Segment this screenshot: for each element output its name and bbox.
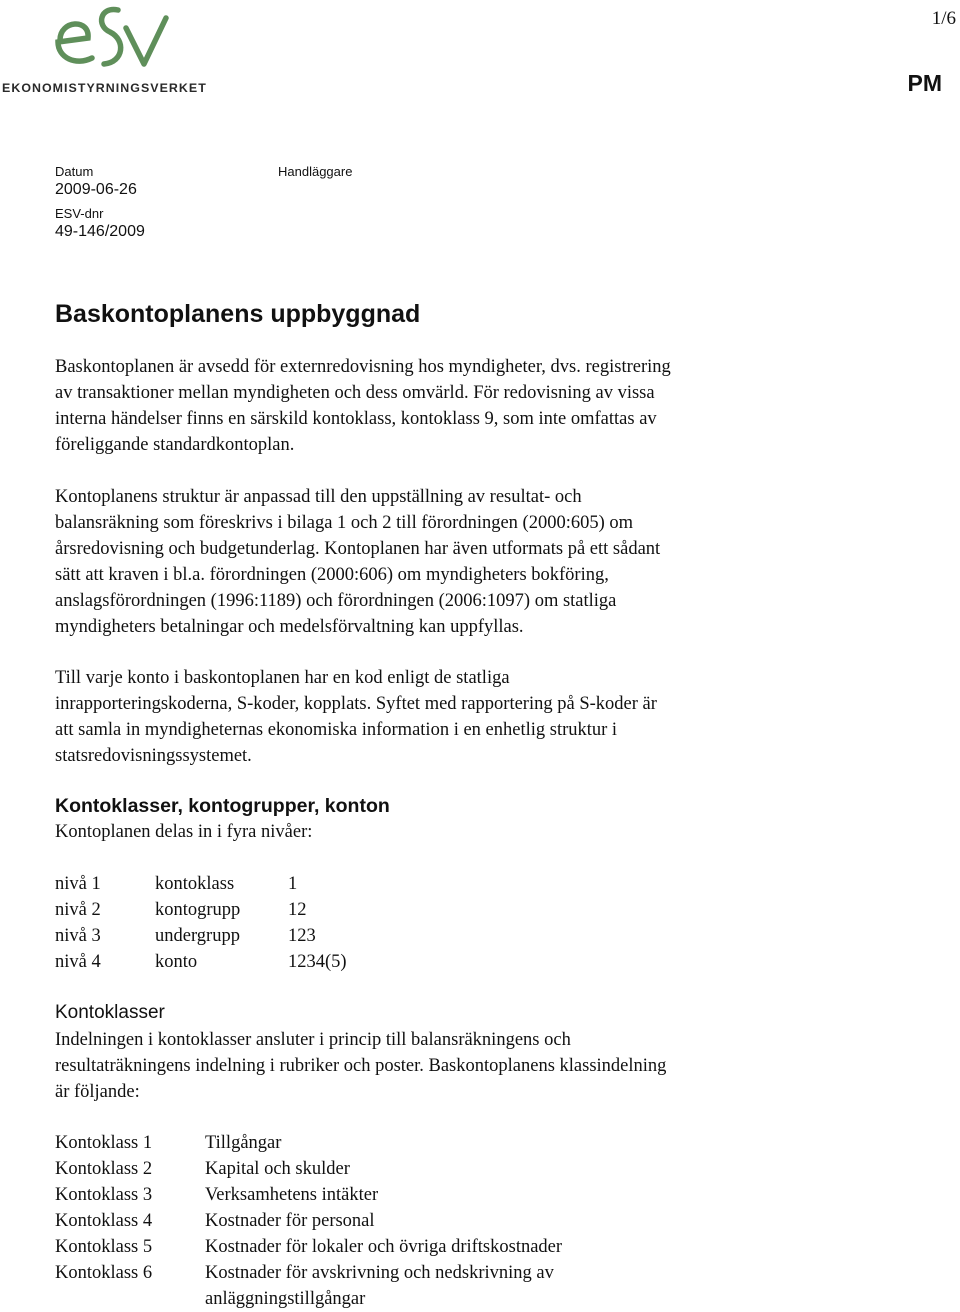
level-name: kontogrupp [155, 900, 241, 920]
class-description: Kapital och skulder [205, 1159, 350, 1179]
text-line: Baskontoplanen är avsedd för externredovisning hos myndigheter, dvs. registrering [55, 357, 671, 377]
text-line: att samla in myndigheternas ekonomiska information i en enhetlig struktur i [55, 720, 618, 740]
document-title: Baskontoplanens uppbyggnad [55, 300, 421, 328]
text-line: av transaktioner mellan myndigheten och dess omvärld. För redovisning av vissa [55, 383, 655, 403]
paragraph-structure [55, 484, 775, 640]
text-line: anslagsförordningen (1996:1189) och förordningen (2006:1097) om statliga [55, 591, 617, 611]
text-line: myndigheters betalningar och medelsförvaltning kan uppfyllas. [55, 617, 524, 637]
class-label: Kontoklass 4 [55, 1211, 153, 1231]
paragraph-levels-intro [55, 819, 775, 845]
class-description: Kostnader för personal [205, 1211, 375, 1231]
section-heading: Kontoklasser, kontogrupper, konton [55, 795, 390, 817]
class-label: Kontoklass 1 [55, 1133, 153, 1153]
datum-label: Datum [55, 164, 94, 179]
text-line: statsredovisningssystemet. [55, 746, 252, 766]
level-name: kontoklass [155, 874, 235, 894]
level-label: nivå 4 [55, 952, 101, 972]
document-type: PM [907, 70, 942, 96]
text-line: interna händelser finns en särskild kontoklass, kontoklass 9, som inte omfattas av [55, 409, 657, 429]
text-line: Indelningen i kontoklasser ansluter i princip till balansräkningens och [55, 1030, 571, 1050]
level-example: 1234(5) [288, 952, 347, 972]
text-line: föreliggande standardkontoplan. [55, 435, 295, 455]
text-line: årsredovisning och budgetunderlag. Kontoplanen har även utformats på ett sådant [55, 539, 661, 559]
level-label: nivå 2 [55, 900, 101, 920]
paragraph-s-codes [55, 665, 775, 769]
class-description: Kostnader för lokaler och övriga driftskostnader [205, 1237, 563, 1257]
level-label: nivå 1 [55, 874, 101, 894]
level-example: 123 [288, 926, 316, 946]
text-line: balansräkning som föreskrivs i bilaga 1 och 2 till förordningen (2000:605) om [55, 513, 634, 533]
esv-dnr-label: ESV-dnr [55, 206, 104, 221]
text-line: resultaträkningens indelning i rubriker och poster. Baskontoplanens klassindelning [55, 1056, 667, 1076]
level-example: 1 [288, 874, 298, 894]
class-label: Kontoklass 6 [55, 1263, 153, 1283]
text-line: Kontoplanen delas in i fyra nivåer: [55, 822, 313, 842]
class-label: Kontoklass 3 [55, 1185, 153, 1205]
logo-letter-v [126, 18, 166, 64]
logo-letter-e [58, 24, 92, 61]
text-line: är följande: [55, 1082, 140, 1102]
class-label: Kontoklass 5 [55, 1237, 153, 1257]
handlaggare-label: Handläggare [278, 164, 353, 179]
page-number: 1/6 [931, 8, 956, 29]
logo-wordmark: EKONOMISTYRNINGSVERKET [2, 81, 207, 95]
paragraph-intro [55, 354, 775, 458]
class-label: Kontoklass 2 [55, 1159, 153, 1179]
esv-dnr-value: 49-146/2009 [55, 223, 145, 240]
level-example: 12 [288, 900, 307, 920]
class-description: Verksamhetens intäkter [205, 1185, 379, 1205]
text-line: Kontoplanens struktur är anpassad till den uppställning av resultat- och [55, 487, 582, 507]
class-description: Kostnader för avskrivning och nedskrivning av [205, 1263, 554, 1283]
class-description: anläggningstillgångar [205, 1289, 366, 1309]
text-line: inrapporteringskoderna, S-koder, kopplats. Syftet med rapportering på S-koder är [55, 694, 657, 714]
text-line: Till varje konto i baskontoplanen har en kod enligt de statliga [55, 668, 510, 688]
datum-value: 2009-06-26 [55, 181, 137, 198]
esv-logo [0, 0, 216, 100]
level-name: undergrupp [155, 926, 240, 946]
level-name: konto [155, 952, 198, 972]
class-description: Tillgångar [205, 1133, 282, 1153]
logo-letter-s [102, 9, 121, 64]
paragraph-class-intro [55, 1027, 775, 1105]
text-line: sätt att kraven i bl.a. förordningen (2000:606) om myndigheters bokföring, [55, 565, 609, 585]
subheading-kontoklasser: Kontoklasser [55, 1002, 165, 1023]
level-label: nivå 3 [55, 926, 101, 946]
